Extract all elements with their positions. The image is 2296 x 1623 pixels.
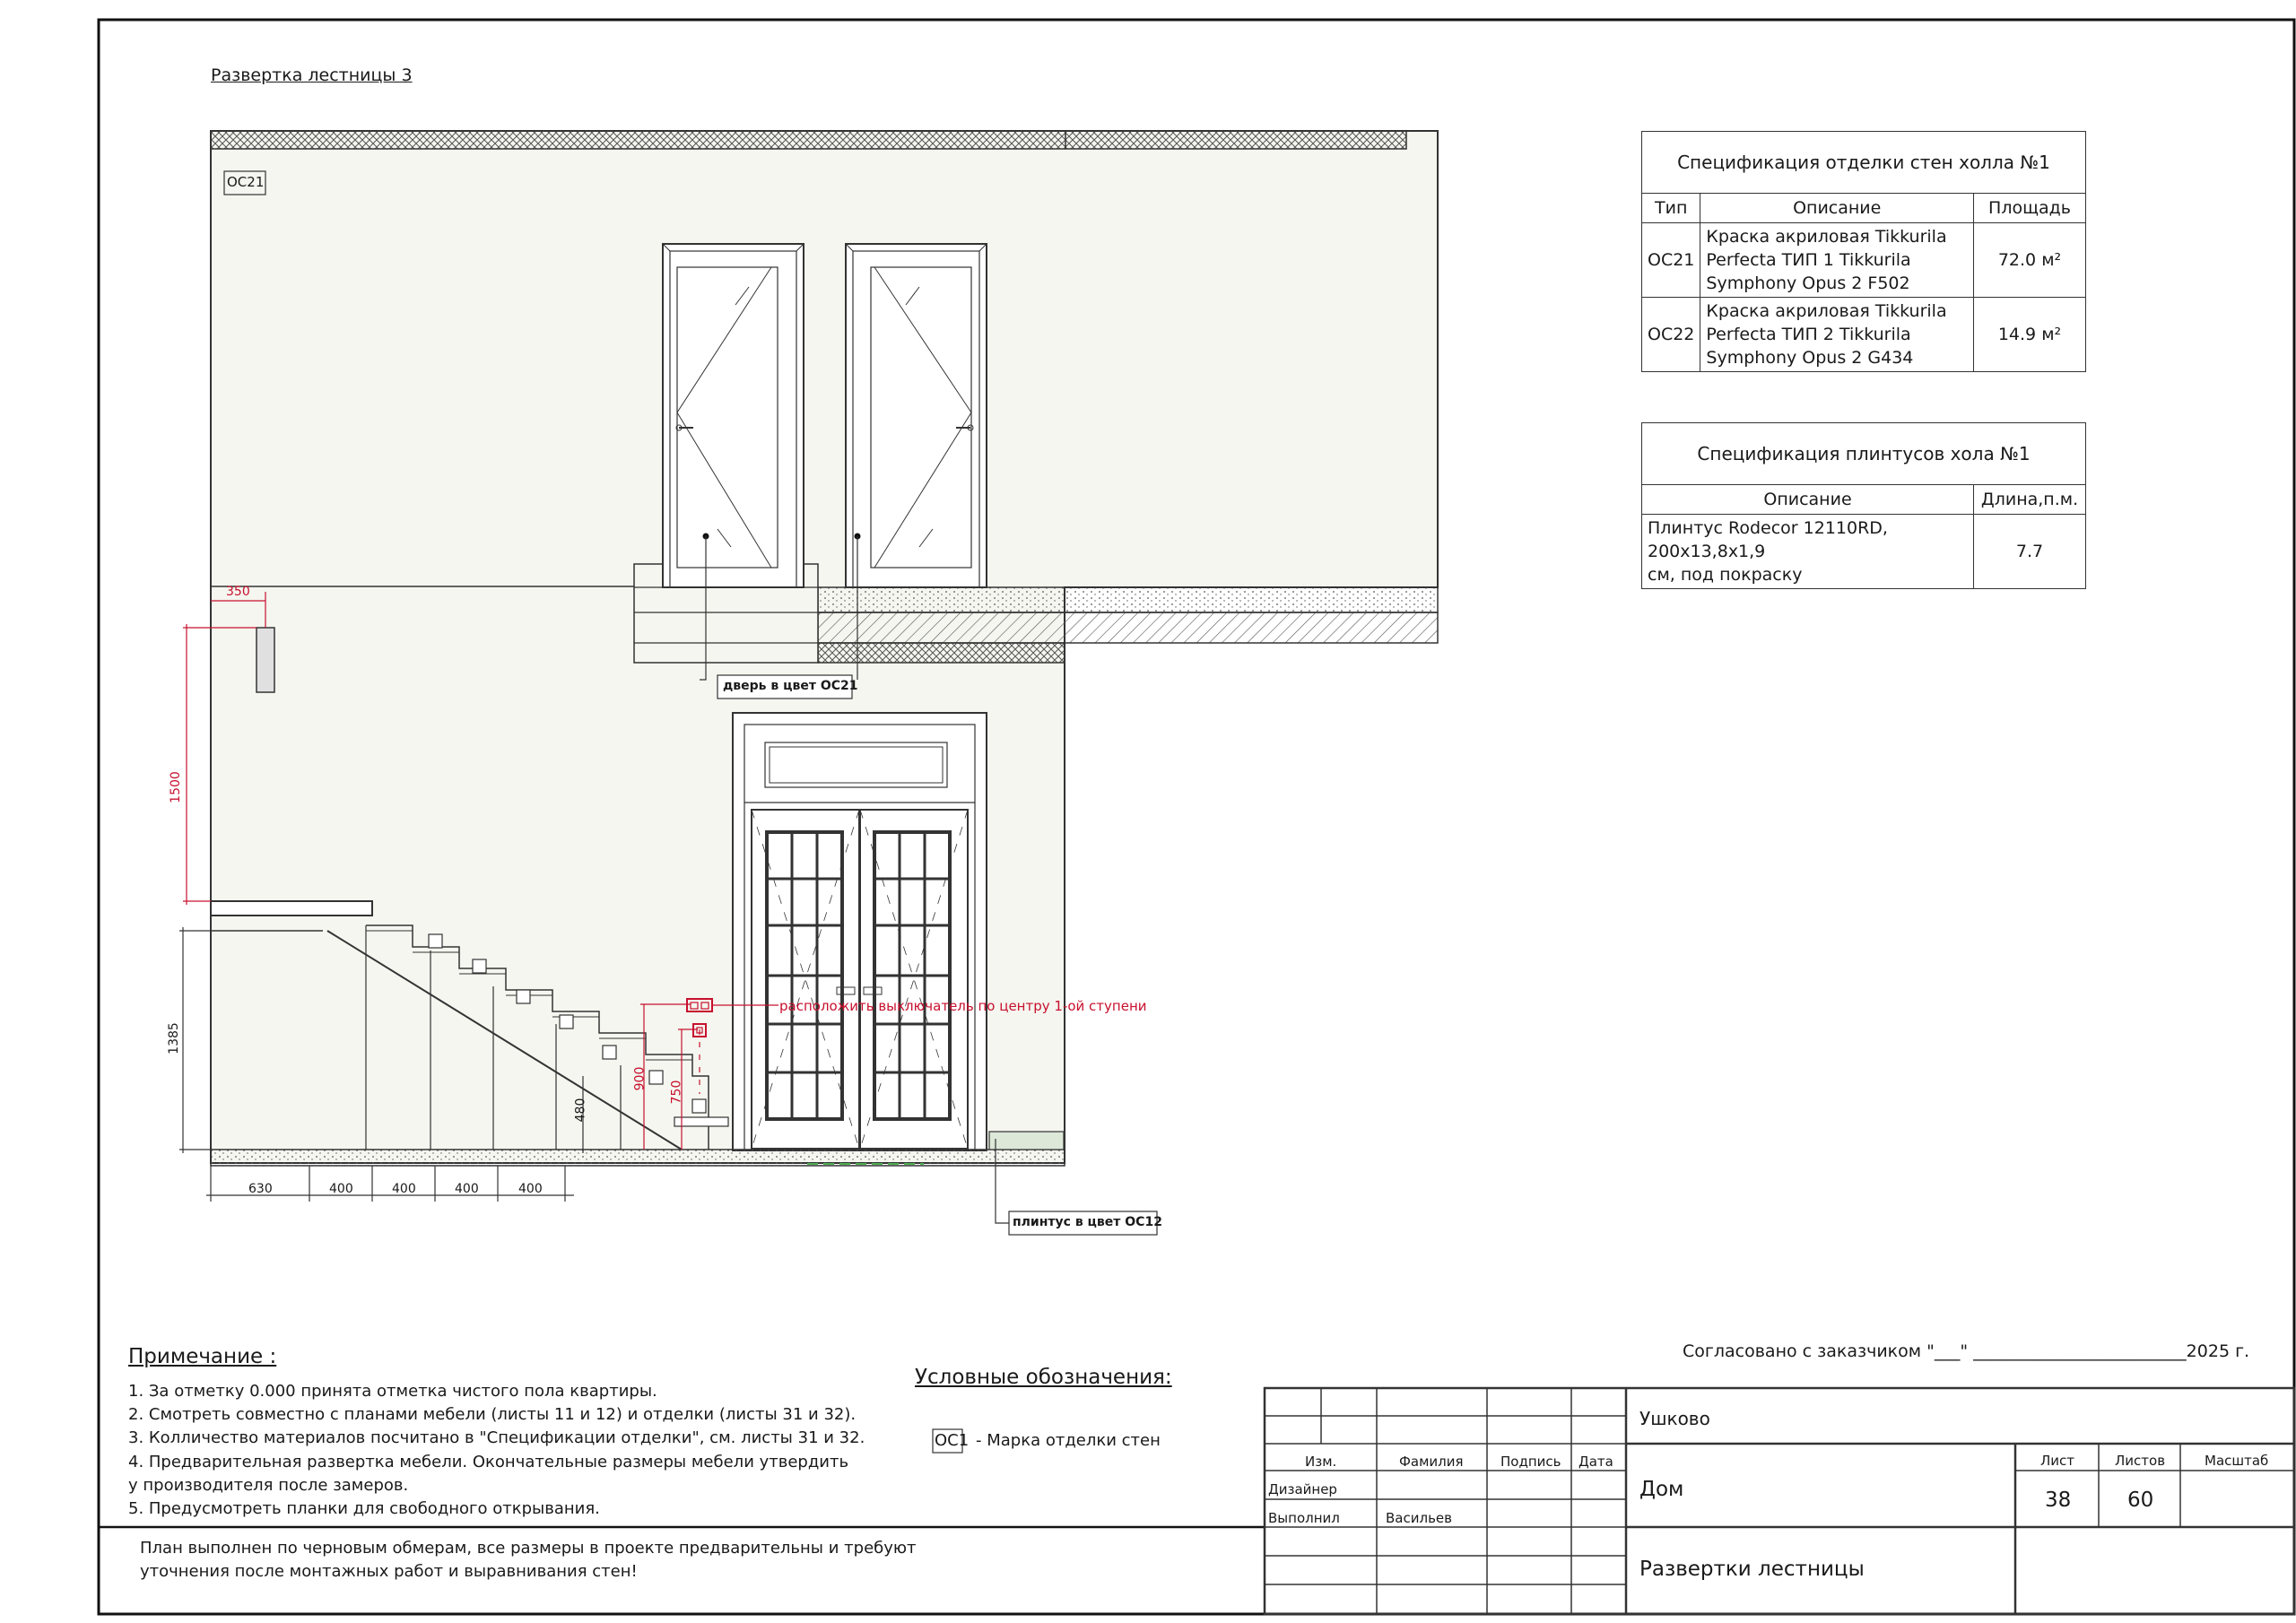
tb-role: Выполнил xyxy=(1268,1510,1340,1526)
legend-title: Условные обозначения: xyxy=(915,1366,1172,1389)
upper-door-right xyxy=(846,244,987,587)
upper-door-left xyxy=(663,244,804,587)
tb-sheet-title: Развертки лестницы xyxy=(1639,1558,1865,1581)
spec-walls-area: 72.0 м² xyxy=(1974,223,2086,298)
footer-note: План выполнен по черновым обмерам, все размеры в проекте предварительны и требуют xyxy=(140,1539,917,1558)
tb-col-signature: Подпись xyxy=(1500,1454,1561,1470)
tb-col-surname: Фамилия xyxy=(1399,1454,1464,1470)
spec-skirting-len: 7.7 xyxy=(1974,515,2086,589)
spec-walls-desc-line: Perfecta ТИП 2 Tikkurila xyxy=(1706,325,1911,344)
spec-walls-type: ОС21 xyxy=(1642,223,1700,298)
dim-bottom-3: 400 xyxy=(392,1182,416,1196)
spec-walls-type: ОС22 xyxy=(1642,298,1700,372)
footer-note: уточнения после монтажных работ и выравнивания стен! xyxy=(140,1562,638,1581)
note-item: у производителя после замеров. xyxy=(128,1476,409,1495)
notes-title: Примечание : xyxy=(128,1345,277,1368)
spec-walls-table xyxy=(1641,131,2086,372)
spec-walls-desc-line: Краска акриловая Tikkurila xyxy=(1706,227,1947,247)
legend-mark: ОС1 xyxy=(935,1431,970,1450)
label-door-upper: дверь в цвет ОС21 xyxy=(723,679,858,693)
spec-skirting-table xyxy=(1641,422,2086,589)
note-item: 4. Предварительная развертка мебели. Окончательные размеры мебели утвердить xyxy=(128,1453,849,1471)
note-item: 5. Предусмотреть планки для свободного открывания. xyxy=(128,1499,600,1518)
legend-text: - Марка отделки стен xyxy=(976,1431,1161,1450)
spec-walls-desc-line: Краска акриловая Tikkurila xyxy=(1706,301,1947,321)
dim-480: 480 xyxy=(573,1098,588,1123)
label-skirting: плинтус в цвет ОС12 xyxy=(1013,1215,1162,1229)
table-row xyxy=(1642,223,2086,298)
tb-role: Дизайнер xyxy=(1268,1481,1337,1497)
label-switch-note: расположить выключатель по центру 1-ой ступени xyxy=(779,998,1147,1014)
spec-skirting-col-desc: Описание xyxy=(1642,485,1974,515)
spec-walls-col-area: Площадь xyxy=(1974,194,2086,223)
beam xyxy=(818,643,1065,663)
note-item: 1. За отметку 0.000 принята отметка чистого пола квартиры. xyxy=(128,1382,657,1401)
spec-walls-col-desc: Описание xyxy=(1700,194,1974,223)
spec-walls-desc-line: Perfecta ТИП 1 Tikkurila xyxy=(1706,250,1911,270)
tb-object: Дом xyxy=(1639,1478,1684,1501)
upper-floor-screed xyxy=(818,587,1438,612)
upper-floor-slab xyxy=(818,612,1438,643)
tb-col-date: Дата xyxy=(1578,1454,1613,1470)
approval-line: Согласовано с заказчиком "___" _________________________2025 г. xyxy=(1683,1341,2250,1361)
dim-1385: 1385 xyxy=(166,1022,181,1055)
dim-750: 750 xyxy=(669,1080,684,1105)
dim-bottom-5: 400 xyxy=(518,1182,543,1196)
dim-350: 350 xyxy=(226,585,250,599)
floor-slab xyxy=(211,1150,1065,1166)
dim-bottom-4: 400 xyxy=(455,1182,479,1196)
note-item: 2. Смотреть совместно с планами мебели (листы 11 и 12) и отделки (листы 31 и 32). xyxy=(128,1405,857,1424)
spec-walls-desc-line: Symphony Opus 2 F502 xyxy=(1706,273,1910,293)
tb-name: Васильев xyxy=(1386,1510,1452,1526)
spec-skirting-col-len: Длина,п.м. xyxy=(1974,485,2086,515)
tb-sheet-no: 38 xyxy=(2045,1488,2072,1512)
spec-skirting-desc-line: см, под покраску xyxy=(1648,565,1803,585)
dim-bottom-1: 630 xyxy=(248,1182,273,1196)
tb-sheet-header: Лист xyxy=(2040,1453,2075,1469)
spec-walls-desc-line: Symphony Opus 2 G434 xyxy=(1706,348,1914,368)
spec-skirting-desc-line: Плинтус Rodecor 12110RD, 200x13,8x1,9 xyxy=(1648,518,1888,561)
dim-900: 900 xyxy=(632,1066,648,1091)
dim-bottom-2: 400 xyxy=(329,1182,353,1196)
wall-lamp xyxy=(257,628,274,692)
spec-walls-col-type: Тип xyxy=(1642,194,1700,223)
ceiling-slab xyxy=(211,131,1406,149)
dim-1500: 1500 xyxy=(168,771,183,803)
mark-oc21: ОС21 xyxy=(227,174,265,190)
skirting-board xyxy=(989,1132,1064,1150)
spec-walls-title: Спецификация отделки стен холла №1 xyxy=(1642,132,2086,194)
spec-walls-area: 14.9 м² xyxy=(1974,298,2086,372)
tb-scale-header: Масштаб xyxy=(2205,1453,2269,1469)
tb-sheets-total: 60 xyxy=(2127,1488,2154,1512)
spec-skirting-title: Спецификация плинтусов хола №1 xyxy=(1642,423,2086,485)
tb-location: Ушково xyxy=(1639,1408,1710,1429)
lower-double-door xyxy=(733,713,987,1150)
tb-sheets-header: Листов xyxy=(2115,1453,2166,1469)
table-row xyxy=(1642,515,2086,589)
table-row xyxy=(1642,298,2086,372)
note-item: 3. Колличество материалов посчитано в "Спецификации отделки", см. листы 31 и 32. xyxy=(128,1428,865,1447)
tb-col-izm: Изм. xyxy=(1305,1454,1337,1470)
drawing-title: Развертка лестницы 3 xyxy=(211,65,413,85)
